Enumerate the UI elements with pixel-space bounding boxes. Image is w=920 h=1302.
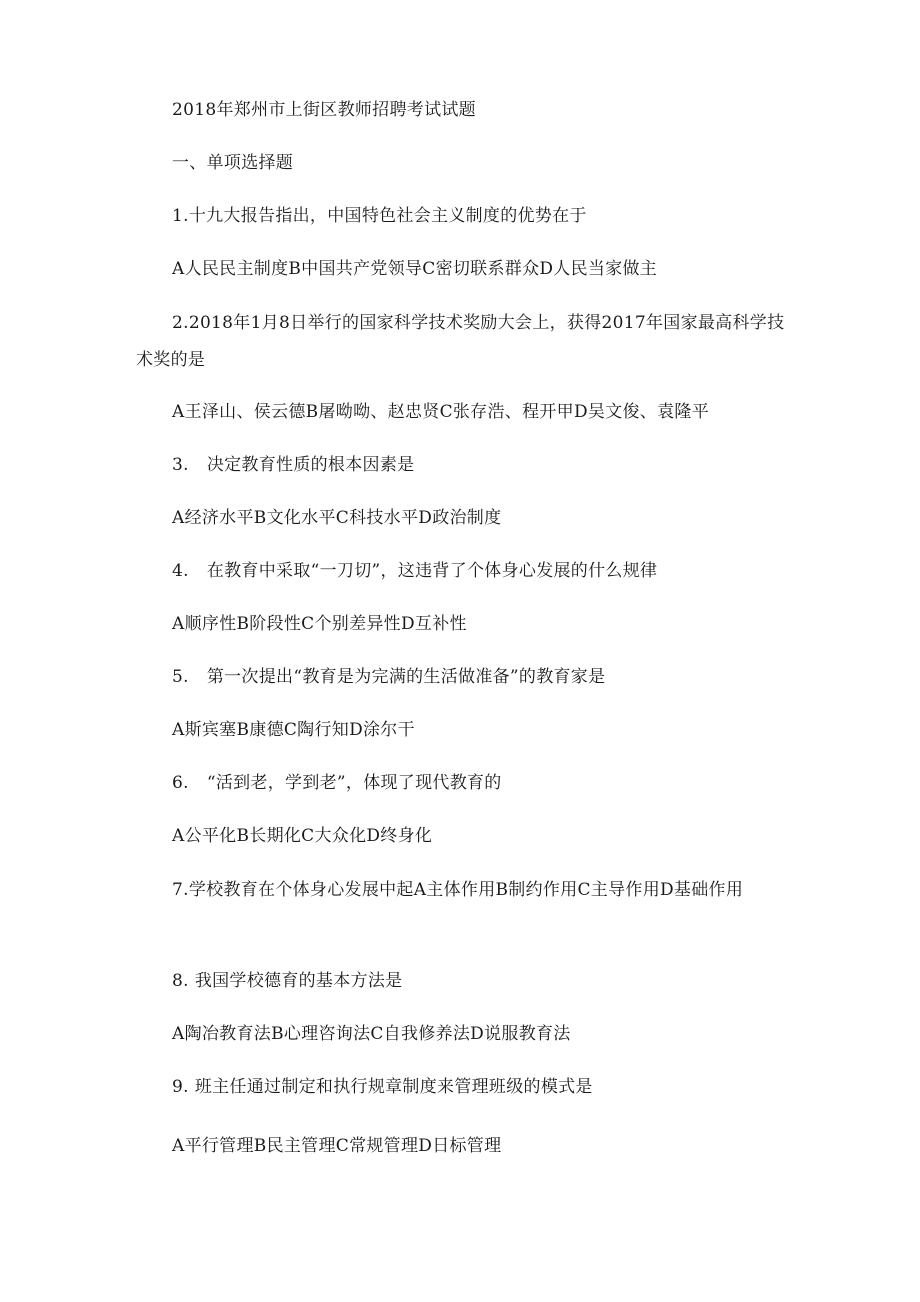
question-stem: 十九大报告指出，中国特色社会主义制度的优势在于 <box>188 206 587 226</box>
question-number: 7. <box>172 880 189 900</box>
question-number: 4. <box>172 561 189 581</box>
question-7 <box>136 872 786 909</box>
question-number: 8. <box>172 971 189 991</box>
question-stem: 2018年1月8日举行的国家科学技术奖励大会上，获得2017年国家最高科学技术奖的是 <box>136 313 785 370</box>
question-9-options: A平行管理B民主管理C常规管理D日标管理 <box>172 1136 502 1156</box>
question-number: 1. <box>172 206 189 226</box>
question-1-options: A人民民主制度B中国共产党领导C密切联系群众D人民当家做主 <box>172 259 658 279</box>
question-2-options: A王泽山、侯云德B屠呦呦、赵忠贤C张存浩、程开甲D吴文俊、袁隆平 <box>172 402 710 422</box>
question-2 <box>136 305 786 379</box>
question-stem: 班主任通过制定和执行规章制度来管理班级的模式是 <box>194 1077 593 1097</box>
question-number: 9. <box>172 1077 189 1097</box>
question-number: 6. <box>172 773 189 793</box>
document-title: 2018年郑州市上街区教师招聘考试试题 <box>172 100 476 120</box>
question-stem: 我国学校德育的基本方法是 <box>194 971 403 991</box>
question-5-options: A斯宾塞B康德C陶行知D涂尔干 <box>172 720 415 740</box>
question-8-options: A陶冶教育法B心理咨询法C自我修养法D说服教育法 <box>172 1024 571 1044</box>
question-number: 5. <box>172 667 189 687</box>
question-3 <box>172 455 414 475</box>
question-3-options: A经济水平B文化水平C科技水平D政治制度 <box>172 508 502 528</box>
question-stem: 学校教育在个体身心发展中起A主体作用B制约作用C主导作用D基础作用 <box>188 880 744 900</box>
question-stem: “活到老，学到老”，体现了现代教育的 <box>206 773 502 793</box>
question-number: 3. <box>172 455 189 475</box>
question-8 <box>172 971 402 991</box>
question-4-options: A顺序性B阶段性C个别差异性D互补性 <box>172 614 467 634</box>
question-number: 2. <box>172 313 189 333</box>
question-stem: 决定教育性质的根本因素是 <box>206 455 415 475</box>
question-6-options: A公平化B长期化C大众化D终身化 <box>172 826 433 846</box>
question-9 <box>172 1077 593 1097</box>
question-5 <box>172 667 605 687</box>
question-stem: 第一次提出“教育是为完满的生活做准备”的教育家是 <box>206 667 606 687</box>
question-stem: 在教育中采取“一刀切”，这违背了个体身心发展的什么规律 <box>206 561 658 581</box>
section-heading: 一、单项选择题 <box>172 153 294 173</box>
question-6 <box>172 773 502 793</box>
question-4 <box>172 561 657 581</box>
question-1 <box>172 206 587 226</box>
